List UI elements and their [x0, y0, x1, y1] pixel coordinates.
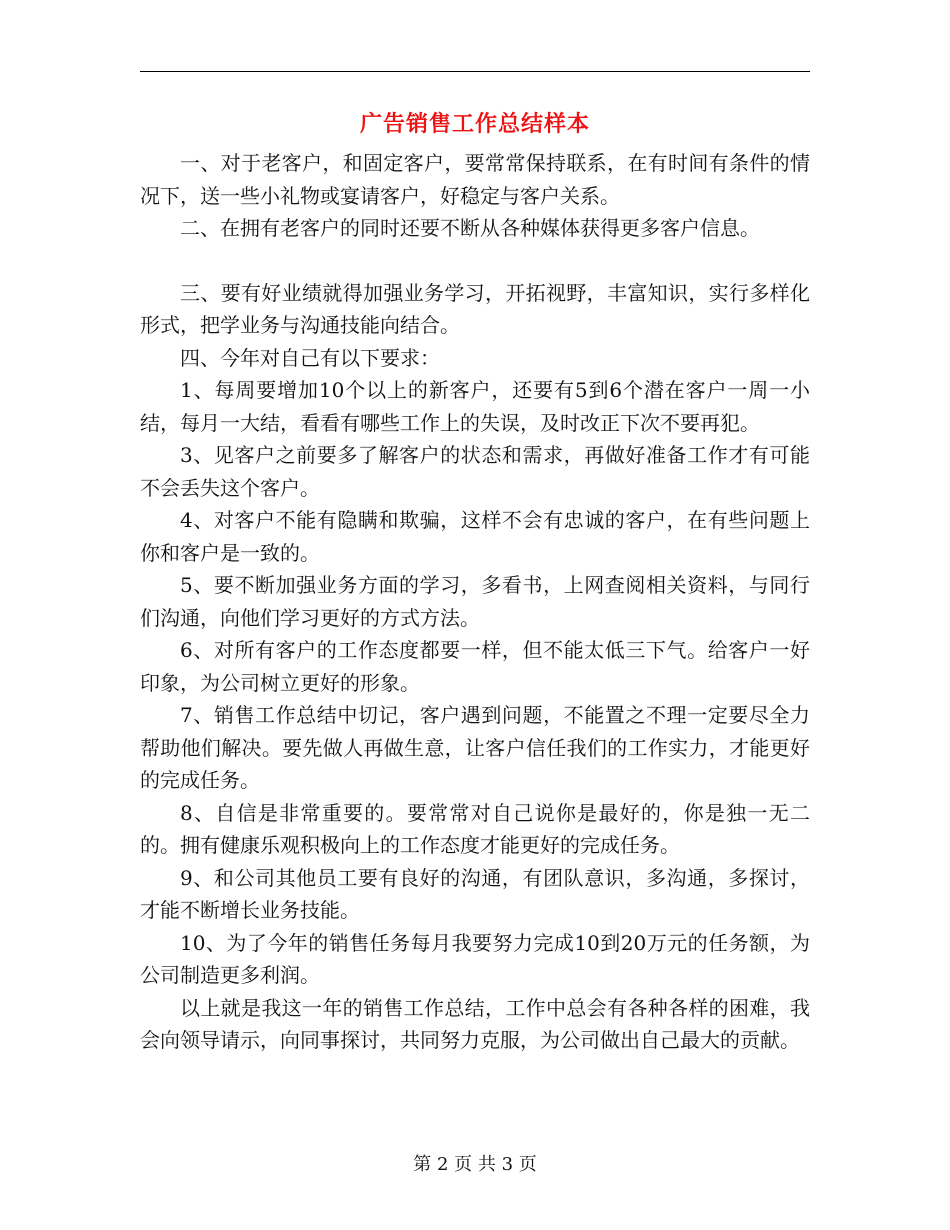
- paragraph-1: 一、对于老客户，和固定客户，要常常保持联系，在有时间有条件的情况下，送一些小礼物或宴请客户，好稳定与客户关系。: [140, 151, 810, 208]
- paragraph-2: 二、在拥有老客户的同时还要不断从各种媒体获得更多客户信息。: [180, 216, 760, 240]
- paragraph-4: 四、今年对自己有以下要求：: [180, 345, 440, 370]
- document-title: 广告销售工作总结样本: [359, 112, 590, 137]
- paragraph-10: 7、销售工作总结中切记，客户遇到问题，不能置之不理一定要尽全力帮助他们解决。要先做人再做生意，让客户信任我们的工作实力，才能更好的完成任务。: [140, 703, 810, 792]
- paragraph-9: 6、对所有客户的工作态度都要一样，但不能太低三下气。给客户一好印象，为公司树立更好的形象。: [140, 638, 810, 695]
- paragraph-7: 4、对客户不能有隐瞒和欺骗，这样不会有忠诚的客户，在有些问题上你和客户是一致的。: [140, 508, 810, 565]
- paragraph-8: 5、要不断加强业务方面的学习，多看书，上网查阅相关资料，与同行们沟通，向他们学习更好的方式方法。: [140, 573, 810, 630]
- header-rule: [140, 71, 810, 72]
- paragraph-5: 1、每周要增加10个以上的新客户，还要有5到6个潜在客户一周一小结，每月一大结，看看有哪些工作上的失误，及时改正下次不要再犯。: [140, 378, 810, 435]
- page-footer: 第 2 页 共 3 页: [413, 1154, 537, 1175]
- paragraph-14: 以上就是我这一年的销售工作总结，工作中总会有各种各样的困难，我会向领导请示，向同事探讨，共同努力克服，为公司做出自己最大的贡献。: [140, 995, 810, 1052]
- paragraph-12: 9、和公司其他员工要有良好的沟通，有团队意识，多沟通，多探讨，才能不断增长业务技能。: [140, 865, 810, 922]
- paragraph-13: 10、为了今年的销售任务每月我要努力完成10到20万元的任务额，为公司制造更多利润。: [140, 930, 810, 987]
- document-body: [140, 147, 810, 1057]
- paragraph-3: 三、要有好业绩就得加强业务学习，开拓视野，丰富知识，实行多样化形式，把学业务与沟通技能向结合。: [140, 280, 810, 337]
- paragraph-6: 3、见客户之前要多了解客户的状态和需求，再做好准备工作才有可能不会丢失这个客户。: [140, 443, 810, 500]
- paragraph-11: 8、自信是非常重要的。要常常对自己说你是最好的，你是独一无二的。拥有健康乐观积极向上的工作态度才能更好的完成任务。: [140, 800, 810, 857]
